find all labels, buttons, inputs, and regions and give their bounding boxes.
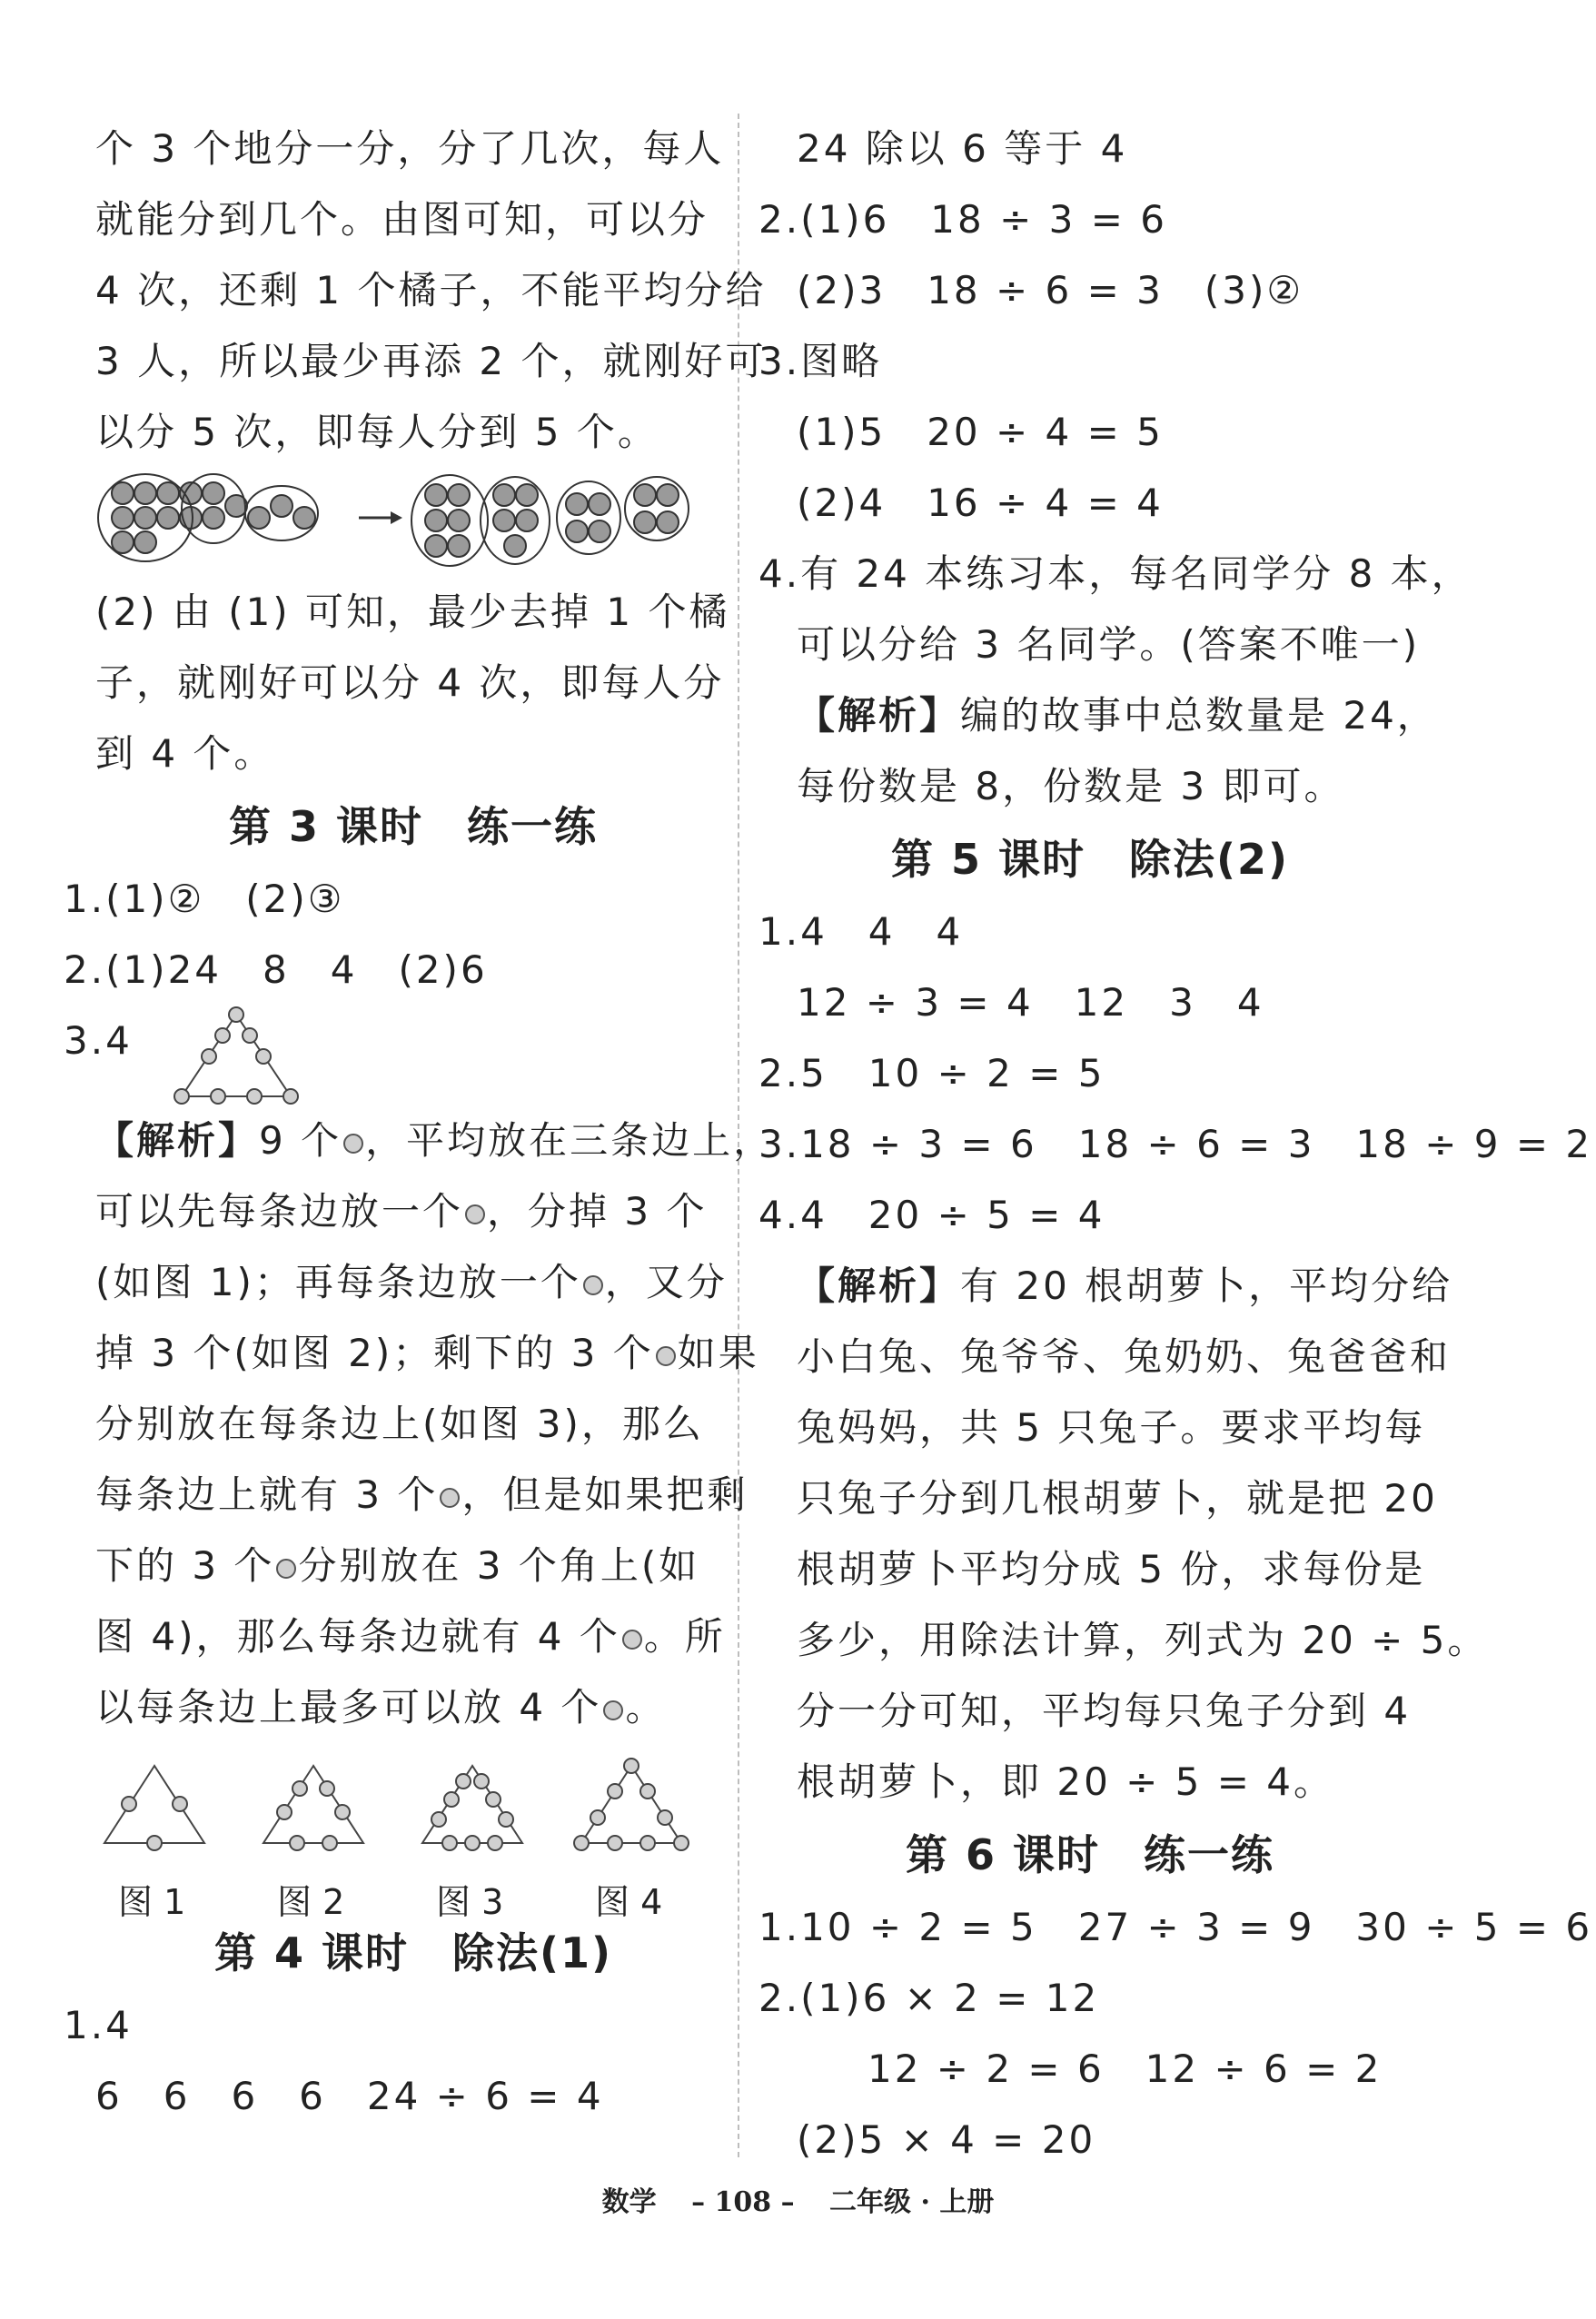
answer-line: 2.(1)6 18 ÷ 3 = 6	[758, 197, 1167, 242]
analysis-line: 多少，用除法计算，列式为 20 ÷ 5。	[797, 1618, 1489, 1662]
dot-icon	[465, 1204, 485, 1224]
analysis-line: 【解析】编的故事中总数量是 24，	[797, 693, 1438, 738]
dot-icon	[583, 1275, 603, 1295]
dot-icon	[440, 1488, 460, 1508]
analysis-line: 图 4)，那么每条边就有 4 个 。所	[95, 1614, 726, 1659]
answer-line: (2)3 18 ÷ 6 = 3 (3)②	[797, 268, 1304, 312]
text-line: 子，就刚好可以分 4 次，即每人分	[95, 660, 725, 705]
figure-caption: 图 1	[118, 1882, 186, 1922]
page-number: – 108 –	[691, 2186, 795, 2218]
dot-icon	[603, 1700, 623, 1720]
analysis-line: 根胡萝卜平均分成 5 份，求每份是	[797, 1547, 1426, 1591]
triangle-dots-answer	[164, 1006, 309, 1105]
analysis-line: 以每条边上最多可以放 4 个 。	[95, 1685, 667, 1729]
section-heading: 第 3 课时 练一练	[228, 802, 599, 851]
analysis-line: 每条边上就有 3 个 ，但是如果把剩	[95, 1472, 748, 1517]
arrow-icon	[359, 511, 402, 524]
answer-line: 2.(1)6 × 2 = 12	[758, 1976, 1100, 2020]
analysis-line: 根胡萝卜，即 20 ÷ 5 = 4。	[797, 1759, 1335, 1804]
text-line: 4 次，还剩 1 个橘子，不能平均分给	[95, 268, 767, 312]
analysis-line: (如图 1)；再每条边放一个 ，又分	[95, 1260, 728, 1304]
analysis-line: 下的 3 个 分别放在 3 个角上(如	[95, 1543, 700, 1588]
answer-line: 3.图略	[758, 339, 883, 383]
dot-icon	[622, 1630, 642, 1650]
analysis-line: 兔妈妈，共 5 只兔子。要求平均每	[797, 1405, 1426, 1450]
analysis-line: 可以先每条边放一个 ，分掉 3 个	[95, 1189, 708, 1234]
analysis-line: 只兔子分到几根胡萝卜，就是把 20	[797, 1476, 1438, 1521]
right-column	[758, 114, 1593, 2175]
oranges-illustration	[95, 468, 713, 577]
answer-line: 1.10 ÷ 2 = 5 27 ÷ 3 = 9 30 ÷ 5 = 6	[758, 1905, 1593, 1949]
answer-line: 12 ÷ 2 = 6 12 ÷ 6 = 2	[867, 2046, 1383, 2091]
answer-line: 24 除以 6 等于 4	[797, 126, 1128, 171]
answer-line: (2)4 16 ÷ 4 = 4	[797, 481, 1164, 525]
triangle-figures	[95, 1752, 731, 1922]
text-line: 以分 5 次，即每人分到 5 个。	[95, 410, 659, 454]
figure-caption: 图 4	[595, 1882, 663, 1922]
text-line: 3 人，所以最少再添 2 个，就刚好可	[95, 339, 767, 383]
answer-line: 1.4	[64, 2003, 133, 2047]
page-footer	[0, 2180, 1596, 2225]
footer-subject: 数学	[601, 2186, 657, 2218]
answer-line: (1)5 20 ÷ 4 = 5	[797, 410, 1164, 454]
text-line: (2) 由 (1) 可知，最少去掉 1 个橘	[95, 590, 730, 634]
answer-line: 3.4	[64, 1018, 133, 1063]
answer-line: (2)5 × 4 = 20	[797, 2117, 1096, 2162]
answer-line: 1.4 4 4	[758, 909, 964, 954]
figure-caption: 图 3	[436, 1882, 504, 1922]
answer-line: 2.5 10 ÷ 2 = 5	[758, 1051, 1105, 1095]
triangles-svg	[95, 1752, 731, 1870]
dot-icon	[656, 1346, 676, 1366]
answer-line: 6 6 6 6 24 ÷ 6 = 4	[95, 2074, 604, 2118]
analysis-line: 分一分可知，平均每只兔子分到 4	[797, 1689, 1412, 1733]
analysis-line: 分别放在每条边上(如图 3)，那么	[95, 1402, 704, 1446]
text-line: 就能分到几个。由图可知，可以分	[95, 197, 709, 242]
analysis-line: 【解析】有 20 根胡萝卜，平均分给	[797, 1264, 1453, 1308]
footer-grade: 二年级 · 上册	[829, 2186, 995, 2218]
answer-line: 2.(1)24 8 4 (2)6	[64, 947, 488, 992]
text-line: 到 4 个。	[95, 731, 275, 776]
text-line: 个 3 个地分一分，分了几次，每人	[95, 126, 725, 171]
section-heading: 第 4 课时 除法(1)	[213, 1928, 613, 1977]
analysis-line: 小白兔、兔爷爷、兔奶奶、兔爸爸和	[797, 1334, 1452, 1379]
figure-caption: 图 2	[277, 1882, 345, 1922]
answer-line: 4.有 24 本练习本，每名同学分 8 本，	[758, 551, 1472, 596]
analysis-line: 每份数是 8，份数是 3 即可。	[797, 764, 1345, 808]
answer-line: 4.4 20 ÷ 5 = 4	[758, 1193, 1105, 1237]
answer-line: 3.18 ÷ 3 = 6 18 ÷ 6 = 3 18 ÷ 9 = 2	[758, 1122, 1593, 1166]
analysis-line: 掉 3 个(如图 2)；剩下的 3 个 如果	[95, 1331, 759, 1375]
section-heading: 第 5 课时 除法(2)	[890, 835, 1290, 884]
answer-line: 12 ÷ 3 = 4 12 3 4	[797, 980, 1264, 1025]
answer-line: 可以分给 3 名同学。(答案不唯一)	[797, 622, 1421, 667]
section-heading: 第 6 课时 练一练	[905, 1830, 1275, 1879]
oranges-figure	[95, 468, 731, 577]
answer-line: 1.(1)② (2)③	[64, 877, 345, 921]
dot-icon	[276, 1559, 296, 1579]
left-column	[64, 114, 775, 2132]
dot-icon	[343, 1134, 363, 1154]
q3-figure	[64, 1006, 731, 1105]
analysis-line: 【解析】9 个 ，平均放在三条边上，	[95, 1118, 775, 1163]
